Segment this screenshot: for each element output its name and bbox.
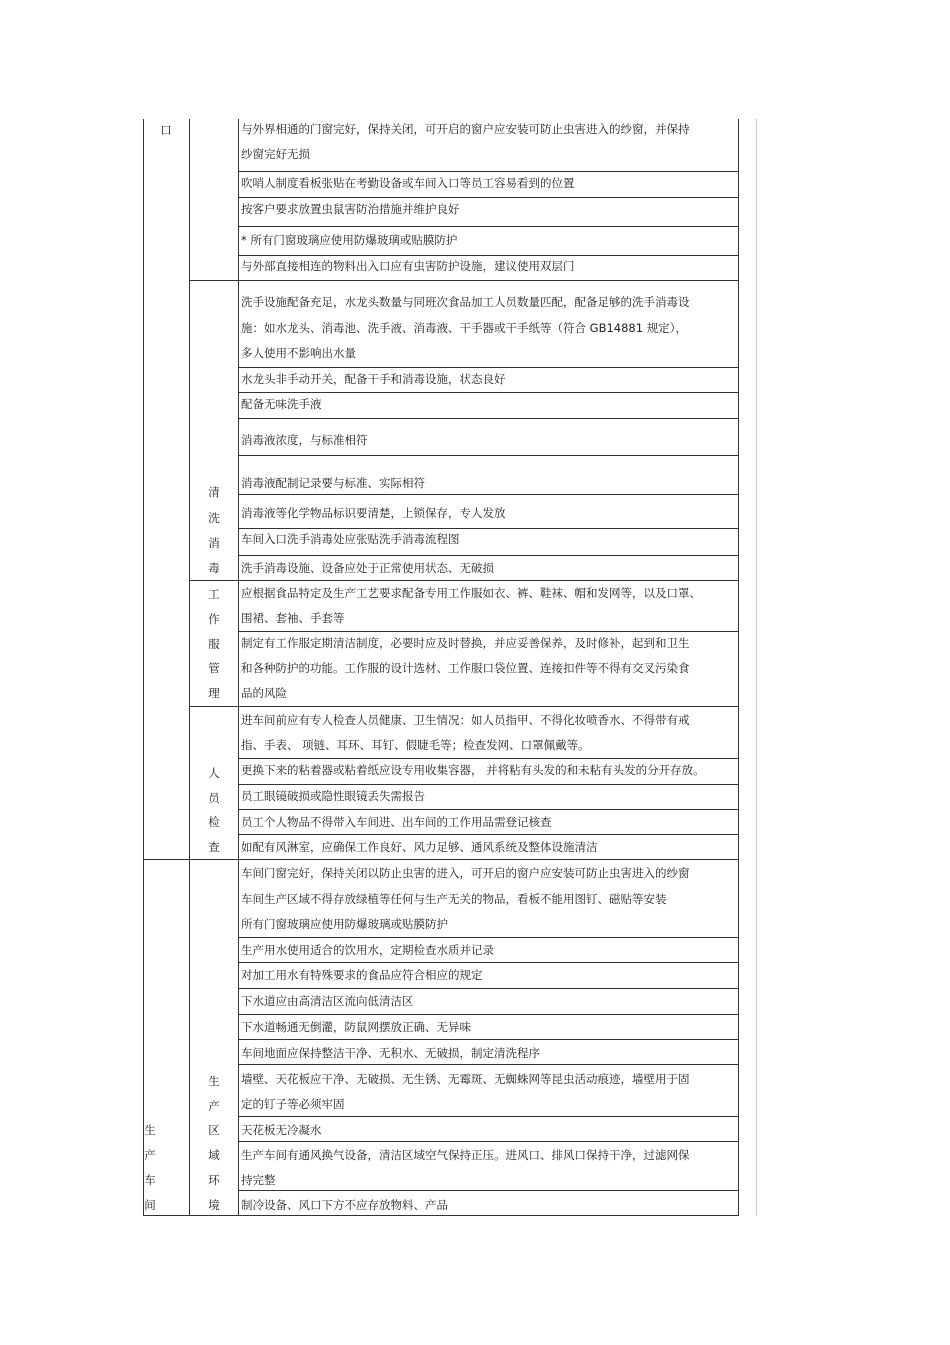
table-row-text: 员工个人物品不得带入车间进、出车间的工作用品需登记核查 — [241, 815, 552, 829]
table-row-text: 如配有风淋室，应确保工作良好、风力足够、通风系统及整体设施清洁 — [241, 840, 598, 854]
group-label-char: 清 — [208, 485, 220, 499]
group-separator — [189, 280, 239, 281]
table-row-text: 进车间前应有专人检查人员健康、卫生情况：如人员指甲、不得化妆喷香水、不得带有戒 — [241, 713, 690, 727]
table-row-border — [238, 455, 739, 456]
table-row-text: 配备无味洗手液 — [241, 397, 322, 411]
group-label-char: 区 — [208, 1123, 220, 1137]
table-row-text: 定的钉子等必须牢固 — [241, 1097, 345, 1111]
group-label-char: 工 — [208, 587, 220, 601]
table-row-text: 洗手消毒设施、设备应处于正常使用状态、无破损 — [241, 561, 494, 575]
table-row-text: 与外界相通的门窗完好，保持关闭，可开启的窗户应安装可防止虫害进入的纱窗，并保持 — [241, 122, 690, 136]
group-label-char: 境 — [208, 1198, 220, 1212]
table-row-border — [238, 1039, 739, 1040]
table-row-border — [238, 809, 739, 810]
table-row-border — [238, 784, 739, 785]
table-row-border — [238, 580, 739, 581]
table-row-border — [238, 392, 739, 393]
group-separator — [189, 580, 239, 581]
table-row-border — [238, 706, 739, 707]
group-separator — [189, 706, 239, 707]
table-row-text: 制定有工作服定期清洁制度，必要时应及时替换，并应妥善保养，及时修补，起到和卫生 — [241, 636, 690, 650]
table-row-border — [238, 1215, 739, 1216]
table-row-text: 对加工用水有特殊要求的食品应符合相应的规定 — [241, 968, 483, 982]
table-row-text: 员工眼镜破损或隐性眼镜丢失需报告 — [241, 789, 425, 803]
table-row-text: 持完整 — [241, 1173, 276, 1187]
group-label-char: 作 — [208, 612, 220, 626]
table-row-text: 围裙、套袖、手套等 — [241, 611, 345, 625]
table-row-border — [238, 1064, 739, 1065]
group-label-char: 管 — [208, 661, 220, 675]
top-section-label: 口 — [160, 123, 172, 137]
table-row-border — [238, 528, 739, 529]
table-row-text: 消毒液配制记录要与标准、实际相符 — [241, 476, 425, 490]
group-label-char: 环 — [208, 1173, 220, 1187]
table-row-text: 吹哨人制度看板张贴在考勤设备或车间入口等员工容易看到的位置 — [241, 176, 575, 190]
group-label-char: 产 — [208, 1099, 220, 1113]
table-row-border — [238, 555, 739, 556]
table-row-border — [238, 988, 739, 989]
table-row-text: 墙壁、天花板应干净、无破损、无生锈、无霉斑、无蜘蛛网等昆虫活动痕迹，墙壁用于固 — [241, 1072, 690, 1086]
section-separator — [143, 859, 239, 860]
table-row-border — [238, 255, 739, 256]
table-row-text: 天花板无冷凝水 — [241, 1123, 322, 1137]
table-row-border — [238, 834, 739, 835]
table-row-text: 生产车间有通风换气设备，清洁区域空气保持正压。进风口、排风口保持干净，过滤网保 — [241, 1148, 690, 1162]
table-row-border — [238, 226, 739, 227]
group-label-char: 检 — [208, 815, 220, 829]
table-row-text: 车间入口洗手消毒处应张贴洗手消毒流程图 — [241, 532, 460, 546]
section-label-char: 车 — [144, 1173, 156, 1187]
table-row-text: 与外部直接相连的物料出入口应有虫害防护设施，建议使用双层门 — [241, 259, 575, 273]
table-row-border — [238, 280, 739, 281]
table-row-text: 应根据食品特定及生产工艺要求配备专用工作服如衣、裤、鞋袜、帽和发网等，以及口罩、 — [241, 586, 701, 600]
table-row-text: 消毒液等化学物品标识要清楚，上锁保存，专人发放 — [241, 506, 506, 520]
table-row-border — [238, 1014, 739, 1015]
table-right-border — [738, 119, 739, 1216]
group-label-char: 生 — [208, 1074, 220, 1088]
table-row-text: 指、手表、 项链、耳环、耳钉、假睫毛等；检查发网、口罩佩戴等。 — [241, 738, 590, 752]
table-row-text: 所有门窗玻璃应使用防爆玻璃或贴膜防护 — [241, 917, 448, 931]
table-row-text: 车间生产区域不得存放绿植等任何与生产无关的物品，看板不能用图钉、磁贴等安装 — [241, 892, 667, 906]
table-row-text: 消毒液浓度，与标准相符 — [241, 433, 368, 447]
table-row-text: 按客户要求放置虫鼠害防治措施并维护良好 — [241, 202, 460, 216]
table-row-border — [238, 1190, 739, 1191]
table-row-text: 水龙头非手动开关，配备干手和消毒设施，状态良好 — [241, 372, 506, 386]
table-row-text: 更换下来的粘着器或粘着纸应设专用收集容器， 并将粘有头发的和未粘有头发的分开存放。 — [241, 763, 705, 777]
group-label-char: 毒 — [208, 561, 220, 575]
table-row-border — [238, 1141, 739, 1142]
table-row-border — [238, 937, 739, 938]
section-label-char: 生 — [144, 1123, 156, 1137]
group-label-char: 查 — [208, 840, 220, 854]
table-row-border — [238, 197, 739, 198]
table-row-text: 施：如水龙头、消毒池、洗手液、消毒液、干手器或干手纸等（符合 GB14881 规定）， — [241, 321, 687, 335]
table-row-border — [238, 859, 739, 860]
table-row-border — [238, 171, 739, 172]
table-row-text: 多人使用不影响出水量 — [241, 346, 356, 360]
table-row-border — [238, 367, 739, 368]
table-row-text: 制冷设备、风口下方不应存放物料、产品 — [241, 1198, 448, 1212]
table-row-text: 生产用水使用适合的饮用水，定期检查水质并记录 — [241, 943, 494, 957]
group-label-char: 域 — [208, 1148, 220, 1162]
table-row-text: 品的风险 — [241, 686, 287, 700]
table-row-text: 下水道应由高清洁区流向低清洁区 — [241, 994, 414, 1008]
table-row-border — [238, 1116, 739, 1117]
group-label-char: 理 — [208, 686, 220, 700]
section-label-char: 产 — [144, 1148, 156, 1162]
table-row-text: 车间地面应保持整洁干净、无积水、无破损，制定清洗程序 — [241, 1046, 540, 1060]
table-row-border — [238, 758, 739, 759]
group-label-char: 消 — [208, 536, 220, 550]
table-left-border — [143, 119, 144, 1216]
outer-right-border — [756, 119, 757, 1216]
group-label-char: 洗 — [208, 511, 220, 525]
table-row-border — [238, 418, 739, 419]
table-row-border — [238, 962, 739, 963]
column-divider-1 — [189, 119, 190, 1216]
table-row-text: 纱窗完好无损 — [241, 147, 310, 161]
table-row-text: 车间门窗完好，保持关闭以防止虫害的进入，可开启的窗户应安装可防止虫害进入的纱窗 — [241, 866, 690, 880]
table-row-text: 和各种防护的功能。工作服的设计选材、工作服口袋位置、连接扣件等不得有交叉污染食 — [241, 661, 690, 675]
section-label-char: 间 — [144, 1198, 156, 1212]
table-row-border — [238, 631, 739, 632]
table-row-text: 洗手设施配备充足，水龙头数量与同班次食品加工人员数量匹配，配备足够的洗手消毒设 — [241, 295, 690, 309]
table-row-text: * 所有门窗玻璃应使用防爆玻璃或贴膜防护 — [241, 233, 458, 247]
group-label-char: 人 — [208, 766, 220, 780]
group-label-char: 服 — [208, 637, 220, 651]
table-row-text: 下水道畅通无倒灌，防鼠网摆放正确、无异味 — [241, 1020, 471, 1034]
group-label-char: 员 — [208, 791, 220, 805]
column-divider-2 — [238, 119, 239, 1216]
table-row-border — [238, 494, 739, 495]
